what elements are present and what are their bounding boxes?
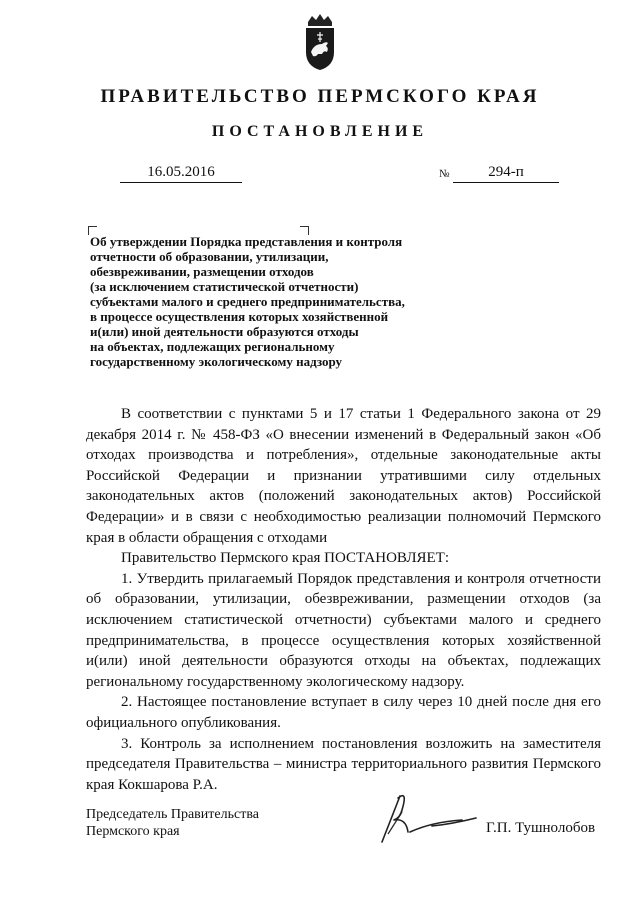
subject-line: субъектами малого и среднего предпринимательства, <box>90 294 405 309</box>
subject-line: государственному экологическому надзору <box>90 354 343 369</box>
government-title: ПРАВИТЕЛЬСТВО ПЕРМСКОГО КРАЯ <box>100 86 540 107</box>
subject-line: в процессе осуществления которых хозяйственной <box>90 309 389 324</box>
signatory-position <box>86 806 259 840</box>
position-line: Пермского края <box>86 824 180 839</box>
signatory-name: Г.П. Тушнолобов <box>486 820 596 836</box>
body-paragraph-item-1: 1. Утвердить прилагаемый Порядок представления и контроля отчетности об образовании, утилизации, обезвреживании, размещении отходов (за исключением статистической отчетности) субъектами малого и среднего предпринимательства, в процессе осуществления которых хозяйственной и(или) иной деятельности образуются отходы на объектах, подлежащих региональному государственному экологическому надзору. <box>86 570 601 690</box>
subject-line: отчетности об образовании, утилизации, <box>90 249 329 264</box>
body-paragraph-resolve: Правительство Пермского края ПОСТАНОВЛЯЕТ: <box>121 550 450 567</box>
subject-line: обезвреживании, размещении отходов <box>90 264 314 279</box>
handwritten-signature-icon <box>372 788 482 844</box>
subject-line: и(или) иной деятельности образуются отходы <box>90 324 359 339</box>
document-date: 16.05.2016 <box>120 162 242 183</box>
position-line: Председатель Правительства <box>86 807 259 822</box>
coat-of-arms-icon <box>300 12 340 72</box>
subject-line: на объектах, подлежащих региональному <box>90 339 335 354</box>
body-paragraph-item-3: 3. Контроль за исполнением постановления возложить на заместителя председателя Правительства – министра территориального развития Пермского края Кокшарова Р.А. <box>86 735 601 793</box>
body-paragraph-item-2: 2. Настоящее постановление вступает в силу через 10 дней после дня его официального опубликования. <box>86 694 601 731</box>
number-sign: № <box>439 168 450 180</box>
document-body <box>86 404 601 795</box>
document-type: ПОСТАНОВЛЕНИЕ <box>211 123 429 140</box>
body-paragraph-preamble: В соответствии с пунктами 5 и 17 статьи 1 Федерального закона от 29 декабря 2014 г. № 458-ФЗ «О внесении изменений в Федеральный закон «Об отходах производства и потребления», отдельные законодательные акты Российской Федерации и признании утратившими силу отдельных законодательных актов (положений законодательных актов) Российской Федерации» и в связи с необходимостью реализации полномочий Пермского края в области обращения с отходами <box>86 406 601 546</box>
subject-line: (за исключением статистической отчетности) <box>90 279 359 294</box>
document-subject <box>90 234 470 369</box>
document-number: 294-п <box>453 162 559 183</box>
subject-line: Об утверждении Порядка представления и контроля <box>90 234 403 249</box>
